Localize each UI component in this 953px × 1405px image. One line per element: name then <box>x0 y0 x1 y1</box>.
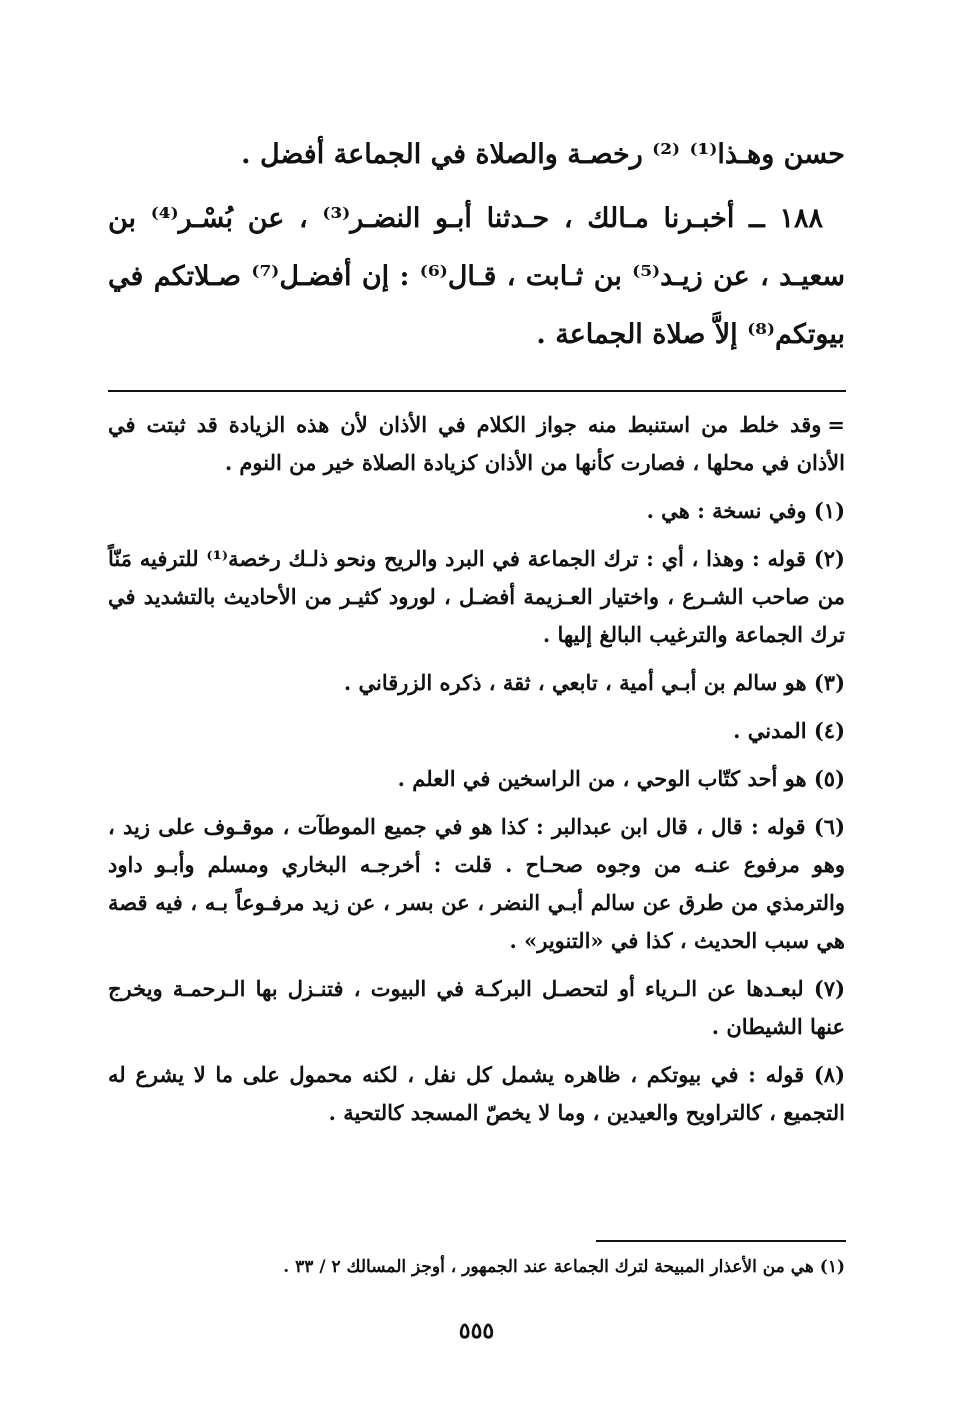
continuation-marker: = <box>827 412 845 437</box>
footnote-5: (٥) هو أحد كتّاب الوحي ، من الراسخين في العلم . <box>397 766 845 791</box>
footnote-8: (٨) قوله : في بيوتكم ، ظاهره يشمل كل نفل ، لكنه محمول على ما لا يشرع له التجميع ، كالتراويح والعيدين ، وما لا يخصّ المسجد كالتحية . <box>108 1062 845 1125</box>
subnote: (١) هي من الأعذار المبيحة لترك الجماعة عند الجمهور ، أوجز المسالك ٢ / ٣٣ . <box>283 1257 845 1277</box>
footnote-1: (١) وفي نسخة : هي . <box>646 498 845 523</box>
footnote-4: (٤) المدني . <box>733 718 845 743</box>
subnote-separator <box>596 1240 846 1242</box>
main-line-1: حسن وهـذا⁽¹⁾ ⁽²⁾ رخصـة والصلاة في الجماعة أفضل . <box>241 139 845 170</box>
page-number: ٥٥٥ <box>458 1318 495 1344</box>
footnote-6: (٦) قوله : قال ، قال ابن عبدالبر : كذا هو في جميع الموطآت ، موقـوف على زيد ، وهو مرفوع عنـه من وجوه صحـاح . قلت : أخرجـه البخاري ومسلم وأبـو داود والترمذي من طرق عن سالم أبـي النضر ، عن بسر ، عن زيد مرفـوعاً بـه ، فيه قصة هي سبب الحديث ، كذا في «التنوير» . <box>108 814 845 953</box>
footnote-separator <box>108 390 846 392</box>
footnote-3: (٣) هو سالم بن أبـي أمية ، تابعي ، ثقة ، ذكره الزرقاني . <box>343 670 845 695</box>
continuation-text: وقد خلط من استنبط منه جواز الكلام في الأذان لأن هذه الزيادة قد ثبتت في الأذان في محلها ، فصارت كأنها من الأذان كزيادة الصلاة خير من النوم . <box>108 412 845 475</box>
footnotes <box>108 406 845 1142</box>
footnote-7: (٧) لبعـدها عن الـرياء أو لتحصـل البركـة في البيوت ، فتنـزل بها الـرحمـة ويخرج عنها الشيطان . <box>108 976 845 1039</box>
hadith-188: ١٨٨ ــ أخبـرنا مـالك ، حـدثنا أبـو النضـر⁽³⁾ ، عن بُسْـر⁽⁴⁾ بن سعيـد ، عن زيـد⁽⁵⁾ بن ثـابت ، قـال⁽⁶⁾ : إن أفضـل⁽⁷⁾ صـلاتكم في بيوتكم⁽⁸⁾ إلاَّ صلاة الجماعة . <box>108 203 845 350</box>
footnote-continuation <box>108 406 845 482</box>
main-text <box>108 126 845 364</box>
footnote-2: (٢) قوله : وهذا ، أي : ترك الجماعة في البرد والريح ونحو ذلـك رخصة⁽¹⁾ للترفيه مَنّاً من صاحب الشـرع ، واختيار العـزيمة أفضـل ، لورود كثيـر من الأحاديث بالتشديد في ترك الجماعة والترغيب البالغ إليها . <box>108 546 845 647</box>
